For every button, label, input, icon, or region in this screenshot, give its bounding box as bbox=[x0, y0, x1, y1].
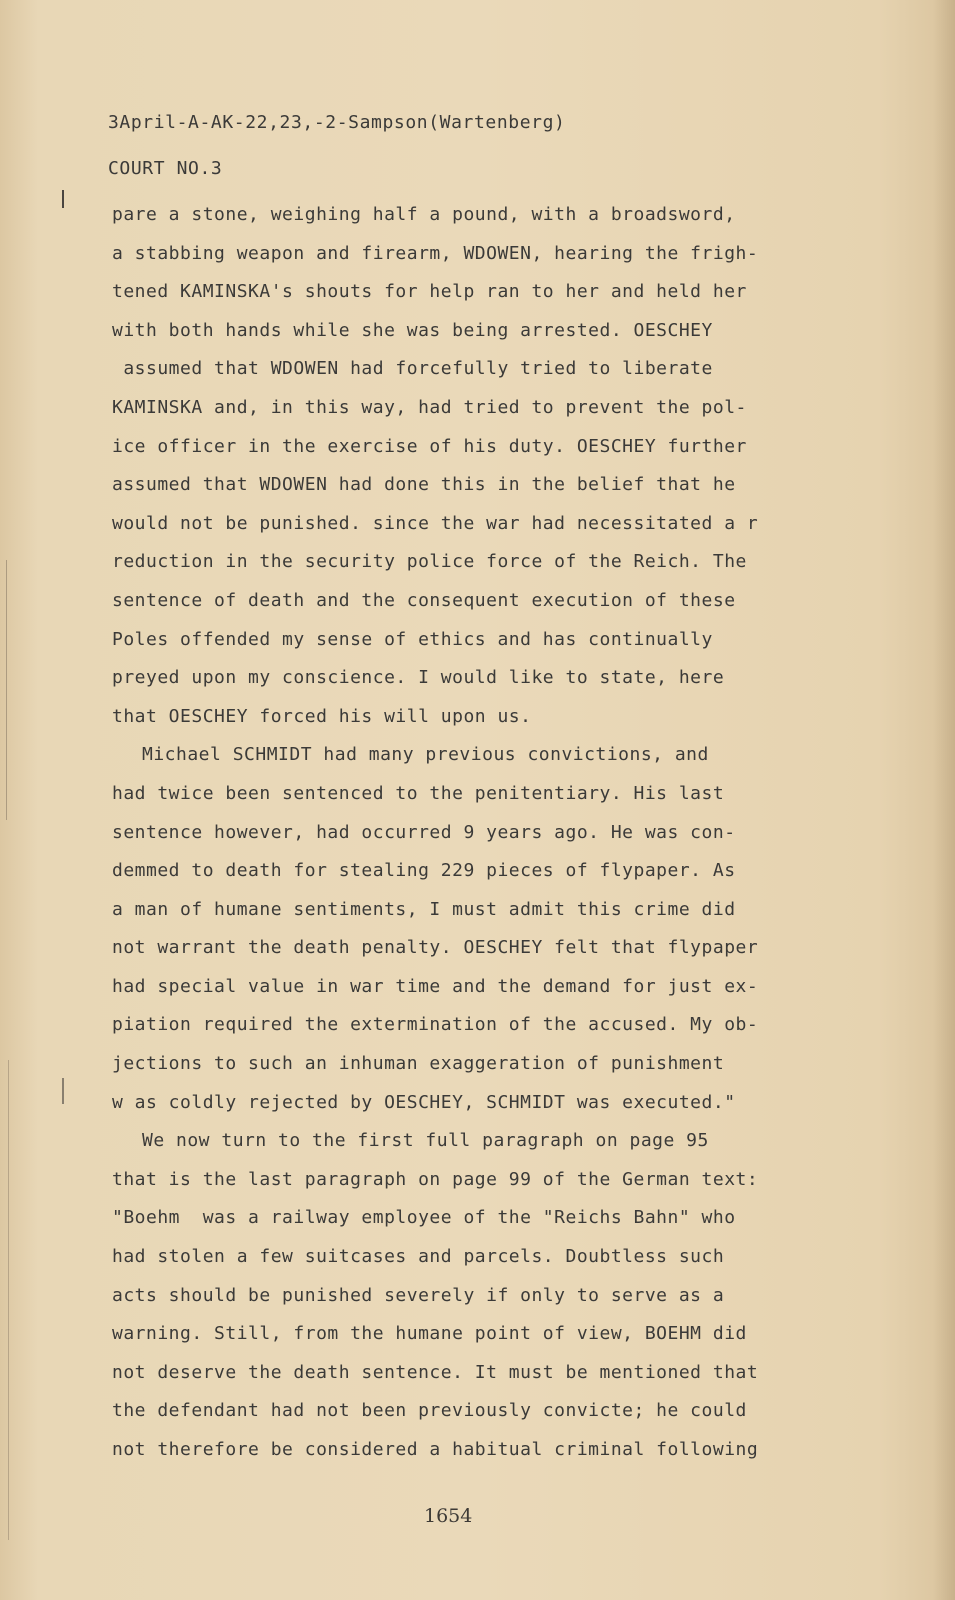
court-number: COURT NO.3 bbox=[108, 158, 223, 179]
text-line: a stabbing weapon and firearm, WDOWEN, hearing the frigh- bbox=[112, 242, 759, 264]
case-reference: 3April-A-AK-22,23,-2-Sampson(Wartenberg) bbox=[108, 112, 566, 133]
text-line: tened KAMINSKA's shouts for help ran to her and held her bbox=[112, 281, 747, 303]
document-header bbox=[108, 100, 565, 192]
page-number: 1654 bbox=[424, 1505, 473, 1527]
paragraph-start-line: We now turn to the first full paragraph on page 95 bbox=[142, 1130, 709, 1152]
text-line: preyed upon my conscience. I would like to state, here bbox=[112, 667, 725, 689]
text-line: that OESCHEY forced his will upon us. bbox=[112, 705, 532, 727]
text-line: "Boehm was a railway employee of the "Reichs Bahn" who bbox=[112, 1207, 736, 1229]
text-line: the defendant had not been previously convicte; he could bbox=[112, 1400, 747, 1422]
margin-marks bbox=[6, 560, 19, 820]
text-line: that is the last paragraph on page 99 of the German text: bbox=[112, 1168, 759, 1190]
text-line: with both hands while she was being arrested. OESCHEY bbox=[112, 319, 713, 341]
text-line: sentence of death and the consequent execution of these bbox=[112, 589, 736, 611]
text-line: piation required the extermination of the accused. My ob- bbox=[112, 1014, 759, 1036]
text-line: warning. Still, from the humane point of view, BOEHM did bbox=[112, 1323, 747, 1345]
text-line: assumed that WDOWEN had forcefully tried to liberate bbox=[112, 358, 713, 380]
text-line: KAMINSKA and, in this way, had tried to prevent the pol- bbox=[112, 396, 747, 418]
text-line: demmed to death for stealing 229 pieces of flypaper. As bbox=[112, 860, 736, 882]
text-line: had stolen a few suitcases and parcels. Doubtless such bbox=[112, 1246, 725, 1268]
text-line: had twice been sentenced to the penitentiary. His last bbox=[112, 782, 725, 804]
margin-punch-mark bbox=[62, 190, 64, 208]
text-line: a man of humane sentiments, I must admit this crime did bbox=[112, 898, 736, 920]
text-line: reduction in the security police force of the Reich. The bbox=[112, 551, 747, 573]
page-edge-shadow bbox=[933, 0, 955, 1600]
text-line: Poles offended my sense of ethics and has continually bbox=[112, 628, 713, 650]
text-line: jections to such an inhuman exaggeration of punishment bbox=[112, 1053, 725, 1075]
text-line: pare a stone, weighing half a pound, with a broadsword, bbox=[112, 204, 736, 225]
paragraph-start-line: Michael SCHMIDT had many previous convictions, and bbox=[142, 744, 709, 766]
text-line: not therefore be considered a habitual criminal following bbox=[112, 1439, 759, 1460]
text-line: not deserve the death sentence. It must be mentioned that bbox=[112, 1361, 759, 1383]
text-line: assumed that WDOWEN had done this in the belief that he bbox=[112, 474, 736, 496]
text-line: ice officer in the exercise of his duty. OESCHEY further bbox=[112, 435, 747, 457]
margin-marks-lower bbox=[8, 1060, 21, 1540]
text-line: not warrant the death penalty. OESCHEY felt that flypaper bbox=[112, 937, 759, 959]
text-line: would not be punished. since the war had necessitated a r bbox=[112, 512, 759, 534]
transcript-body bbox=[112, 196, 817, 1470]
text-line: sentence however, had occurred 9 years ago. He was con- bbox=[112, 821, 736, 843]
text-line: had special value in war time and the demand for just ex- bbox=[112, 975, 759, 997]
text-line: acts should be punished severely if only to serve as a bbox=[112, 1284, 725, 1306]
margin-punch-mark-lower bbox=[62, 1078, 64, 1104]
text-line: w as coldly rejected by OESCHEY, SCHMIDT was executed." bbox=[112, 1091, 736, 1113]
